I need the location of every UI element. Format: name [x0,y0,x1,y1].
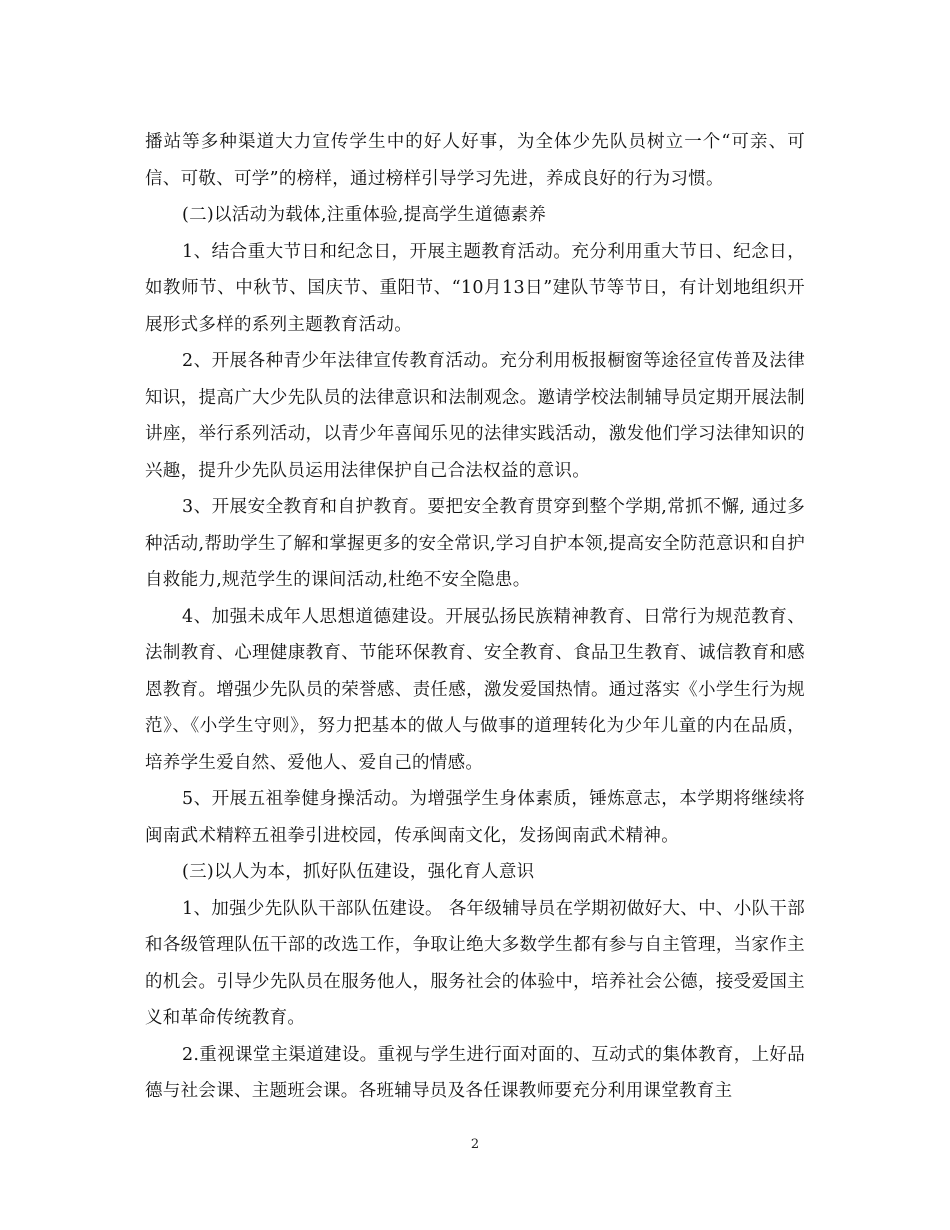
section-heading-2: (二)以活动为载体,注重体验,提高学生道德素养 [182,205,547,225]
page-number: 2 [470,1137,480,1152]
section-heading-3: (三)以人为本，抓好队伍建设，强化育人意识 [182,862,535,882]
paragraph-legal-education: 2、开展各种青少年法律宣传教育活动。充分利用板报橱窗等途径宣传普及法律知识，提高广大少先队员的法律意识和法制观念。邀请学校法制辅导员定期开展法制讲座，举行系列活动，以青少年喜闻乐见的法律实践活动，激发他们学习法律知识的兴趣，提升少先队员运用法律保护自己合法权益的意识。 [145,351,805,481]
paragraph-safety-education: 3、开展安全教育和自护教育。要把安全教育贯穿到整个学期,常抓不懈, 通过多种活动,帮助学生了解和掌握更多的安全常识,学习自护本领,提高安全防范意识和自护自救能力,规范学生的课间活动,杜绝不安全隐患。 [145,497,805,590]
paragraph-moral-construction: 4、加强未成年人思想道德建设。开展弘扬民族精神教育、日常行为规范教育、法制教育、心理健康教育、节能环保教育、安全教育、食品卫生教育、诚信教育和感恩教育。增强少先队员的荣誉感、责任感，激发爱国热情。通过落实《小学生行为规范》、《小学生守则》，努力把基本的做人与做事的道理转化为少年儿童的内在品质，培养学生爱自然、爱他人、爱自己的情感。 [145,606,805,773]
paragraph-holiday-activities: 1、结合重大节日和纪念日，开展主题教育活动。充分利用重大节日、纪念日，如教师节、中秋节、国庆节、重阳节、“10月13日”建队节等节日，有计划地组织开展形式多样的系列主题教育活动。 [145,241,805,335]
paragraph-continuation: 播站等多种渠道大力宣传学生中的好人好事，为全体少先队员树立一个“可亲、可信、可敬、可学”的榜样，通过榜样引导学习先进，养成良好的行为习惯。 [145,132,805,189]
document-body [145,124,805,1110]
paragraph-classroom-channel: 2.重视课堂主渠道建设。重视与学生进行面对面的、互动式的集体教育，上好品德与社会课、主题班会课。各班辅导员及各任课教师要充分利用课堂教育主 [145,1044,805,1101]
paragraph-team-leaders: 1、加强少先队队干部队伍建设。 各年级辅导员在学期初做好大、中、小队干部和各级管理队伍干部的改选工作，争取让绝大多数学生都有参与自主管理，当家作主的机会。引导少先队员在服务他人，服务社会的体验中，培养社会公德，接受爱国主义和革命传统教育。 [145,898,805,1028]
paragraph-wuzu-boxing: 5、开展五祖拳健身操活动。为增强学生身体素质，锤炼意志，本学期将继续将闽南武术精粹五祖拳引进校园，传承闽南文化，发扬闽南武术精神。 [145,789,805,846]
